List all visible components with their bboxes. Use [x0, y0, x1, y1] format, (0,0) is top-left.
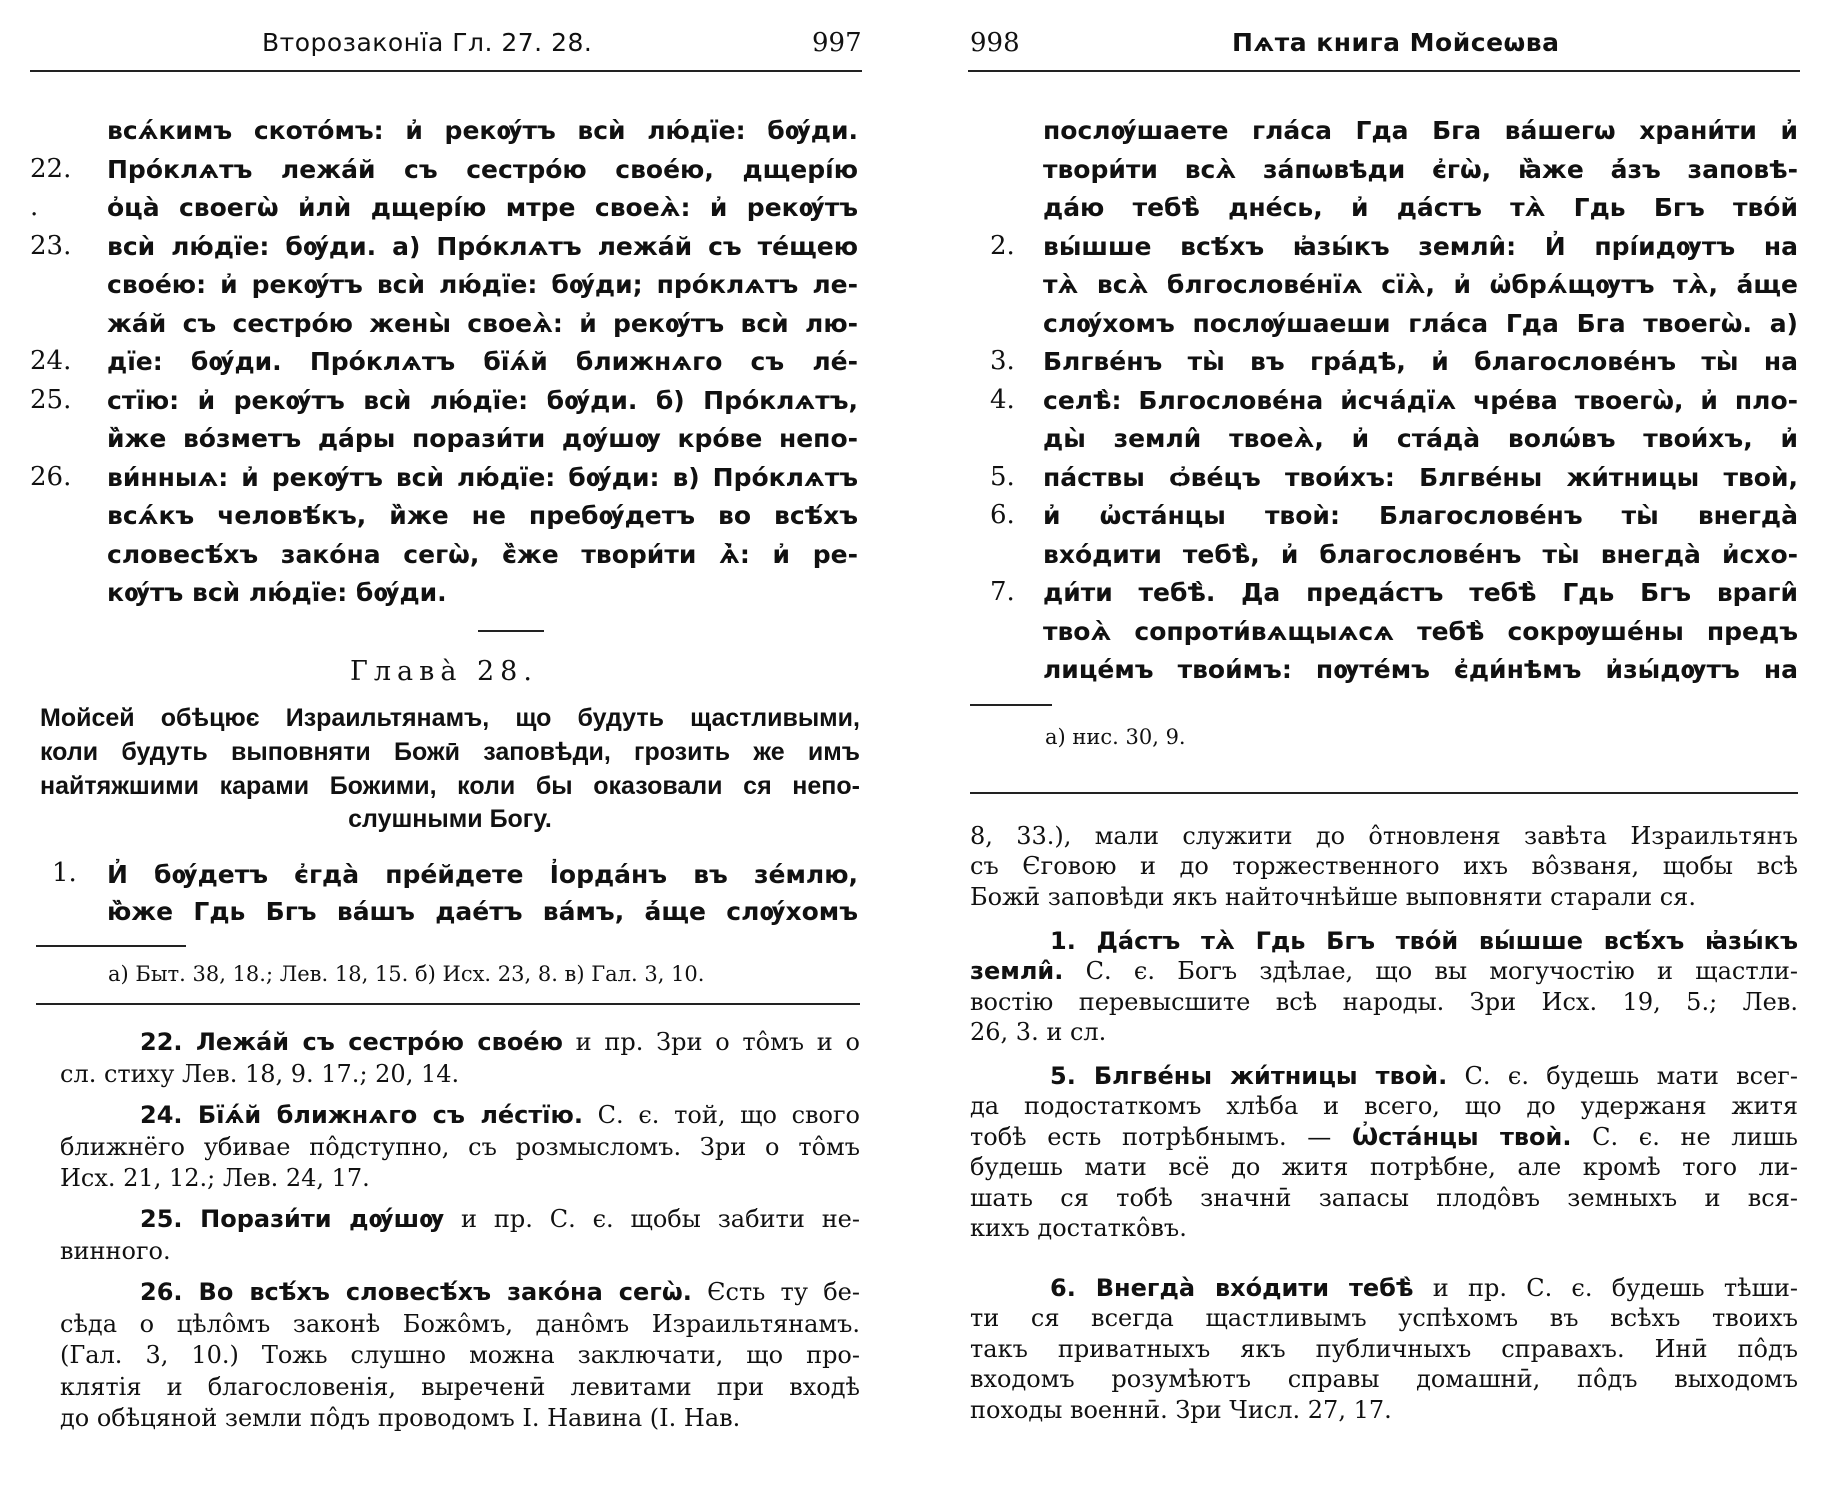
line-text: да́ю тебѣ̀ дне́сь, и҆ да́стъ тѧ̀ Гдь Бгъ тво́й [1043, 193, 1798, 222]
line-text: С. є. не лишь [1571, 1122, 1798, 1151]
text-line [970, 1395, 1798, 1426]
line-text: селѣ̀: Блгослове́на и҆сча́дїѧ чре́ва твоегѡ̀, и҆ пло- [1043, 385, 1798, 415]
text-line [60, 1403, 860, 1435]
bold-lemma: 6. Внегда̀ вхо́дити тебѣ̀ [1050, 1273, 1414, 1302]
text-line [40, 736, 860, 769]
line-text: всѝ лю́дїе: бѹ́ди. а) Про́клѧтъ лежа́й съ те́щею [107, 231, 858, 261]
text-line [60, 1163, 860, 1195]
text-line [970, 1364, 1798, 1395]
line-text: Про́клѧтъ лежа́й съ сестро́ю свое́ю, дщері́ю [107, 154, 858, 184]
line-text: послѹ́шаете гла́са Гда Бга ва́шегѡ храни́ти и҆ [1043, 116, 1798, 145]
footnote: а) нис. 30, 9. [1045, 725, 1186, 749]
line-text: ю҆̏же Гдь Бгъ ва́шъ дае́тъ ва́мъ, а҆́ще слѹ́хомъ [107, 896, 858, 926]
text-line [1043, 151, 1798, 189]
text-line [107, 497, 858, 535]
text-line [970, 1091, 1798, 1122]
text-line [107, 420, 858, 458]
line-text: вы́шше всѣ́хъ ꙗ҆зы́къ земли̂: И҆ прі́идѹтъ на [1043, 231, 1798, 261]
text-line [1043, 613, 1798, 651]
line-text: С. є. той, що свого [583, 1101, 860, 1130]
text-line [970, 851, 1798, 882]
bold-lemma: 24. Бїѧ́й ближнѧго съ ле́стїю. [140, 1101, 583, 1130]
line-text: стїю: и҆ рекѹ́тъ всѝ лю́дїе: бѹ́ди. б) Про́клѧтъ, [107, 385, 858, 415]
line-text: тобѣ есть потрѣбнымъ. — [970, 1122, 1352, 1151]
verse-number: 24. [30, 346, 72, 376]
text-line [970, 1122, 1798, 1153]
text-line [60, 1132, 860, 1164]
text-line [1043, 305, 1798, 343]
line-text: словесѣ́хъ зако́на сегѡ̀, є҆̏же твори́ти ѧ҆̀: и҆ ре- [107, 539, 858, 569]
line-text: вхо́дити тебѣ̀, и҆ благослове́нъ ты̀ внегда̀ и҆схо- [1043, 539, 1798, 569]
line-text: слушными Богу. [348, 804, 552, 833]
line-text: сл. стиху Лев. 18, 9. 17.; 20, 14. [60, 1059, 460, 1088]
line-text: всѧ́къ человѣ́къ, и҆̏же не пребѹ́детъ во всѣ́хъ [107, 501, 858, 530]
footnote-rule [970, 704, 1052, 706]
line-text: походы военнӣ. Зри Числ. 27, 17. [970, 1395, 1392, 1424]
text-line [970, 1213, 1798, 1244]
text-line [107, 189, 858, 227]
line-text: да подостаткомъ хлѣба и всего, що до удержаня житя [970, 1092, 1798, 1121]
text-line [970, 1303, 1798, 1334]
commentary-rule [36, 1003, 860, 1005]
verse-number: . [30, 192, 39, 222]
line-text: ды̀ земли̂ твоеѧ̀, и҆ ста́да̀ волѡ́въ твои́хъ, и҆ [1043, 424, 1798, 453]
line-text: всѧ́кимъ ското́мъ: и҆ рекѹ́тъ всѝ лю́дїе: бѹ́ди. [107, 116, 858, 145]
footnote-rule [36, 945, 186, 947]
text-line [1043, 497, 1798, 535]
text-line [140, 1100, 860, 1132]
header-rule [30, 70, 862, 72]
line-text: и҆̏же во́зметъ да́ры порази́ти дѹ́шѹ кро́ве непо- [107, 424, 858, 453]
line-text: твоѧ̀ сопроти́вѧщыѧсѧ тебѣ̀ сокрѹше́ны предъ [1043, 616, 1798, 646]
left-page-number: 997 [812, 28, 862, 58]
text-line [1043, 382, 1798, 420]
text-line [60, 1059, 860, 1091]
line-text: кѹ́тъ всѝ лю́дїе: бѹ́ди. [107, 578, 447, 607]
text-line [107, 266, 858, 304]
bold-lemma: земли̂. [970, 957, 1064, 986]
text-line [1050, 1273, 1798, 1304]
text-line [60, 1309, 860, 1341]
text-line [140, 1277, 860, 1309]
text-line [970, 1152, 1798, 1183]
line-text: клятія и благословенія, выреченӣ левитами при входѣ [60, 1372, 860, 1401]
text-line [40, 770, 860, 803]
verse-number: 25. [30, 384, 72, 415]
line-text: ди́ти тебѣ̀. Да преда́стъ тебѣ̀ Гдь Бгъ враги̂ [1043, 578, 1798, 607]
text-line [40, 803, 860, 836]
text-line [1043, 651, 1798, 689]
text-line [1043, 112, 1798, 150]
text-line [107, 574, 858, 612]
line-text: тѧ̀ всѧ̀ блгослове́нїѧ сїѧ̀, и҆ ѡ҆брѧ́щѹтъ тѧ̀, а҆́ще [1043, 270, 1798, 299]
text-line [1050, 1061, 1798, 1092]
right-running-head: Пѧта книга Мойсеѡва [1232, 28, 1560, 57]
text-line [107, 382, 858, 420]
text-line [40, 702, 860, 735]
line-text: и пр. С. є. будешь тѣши- [1413, 1273, 1799, 1302]
line-text: ти ся всегда щастливымъ успѣхомъ въ всѣхъ твоихъ [970, 1304, 1798, 1333]
line-text: лице́мъ твои́мъ: пѹте́мъ є҆ди́нѣмъ и҆зы́дѹтъ на [1043, 655, 1798, 684]
text-line [970, 1183, 1798, 1214]
text-line [970, 987, 1798, 1018]
bold-lemma: 26. Во всѣ́хъ словесѣ́хъ зако́на сегѡ̀. [140, 1278, 692, 1307]
line-text: найтяжшими карами Божими, коли бы оказовали ся непо- [40, 771, 860, 800]
line-text: С. є. Богъ здѣлае, що вы могучостію и щастли- [1063, 957, 1798, 986]
line-text: такъ приватныхъ якъ публичныхъ справахъ. Инӣ пôдъ [970, 1334, 1798, 1363]
line-text: съ Єговою и до торжественного ихъ вôзваня, щобы всѣ [970, 852, 1798, 881]
verse-number: 23. [30, 230, 72, 261]
bold-lemma: 5. Блгве́ны жи́тницы твоѝ. [1050, 1061, 1448, 1090]
text-line [1050, 926, 1798, 957]
line-text: и пр. Зри о тôмъ и о [562, 1028, 860, 1057]
text-line [107, 228, 858, 266]
text-line [107, 305, 858, 343]
text-line [107, 856, 858, 893]
line-text: и пр. С. є. щобы забити не- [444, 1205, 860, 1234]
line-text: винного. [60, 1236, 171, 1265]
line-text: до обѣцяной земли пôдъ проводомъ І. Навина (І. Нав. [60, 1404, 741, 1433]
divider [478, 630, 544, 632]
text-line [107, 151, 858, 189]
text-line [140, 1027, 860, 1059]
line-text: И҆ бѹ́детъ є҆гда̀ пре́йдете І҆орда́нъ въ зе́млю, [107, 859, 858, 889]
bold-lemma: 1. Да́стъ тѧ̀ Гдь Бгъ тво́й вы́шше всѣ́хъ ꙗ҆зы́къ [1050, 926, 1798, 955]
header-rule [968, 70, 1800, 72]
line-text: Єсть ту бе- [691, 1278, 860, 1307]
line-text: Мойсей обѣцює Израильтянамъ, що будуть щастливыми, [40, 703, 860, 732]
text-line [1043, 459, 1798, 497]
line-text: твори́ти всѧ̀ за́пѡвѣди є҆гѡ̀, ꙗ҆̏же а҆́зъ заповѣ- [1043, 154, 1798, 184]
text-line [1043, 343, 1798, 381]
line-text: шать ся тобѣ значнӣ запасы плодôвъ земныхъ и вся- [970, 1183, 1798, 1212]
text-line [107, 536, 858, 574]
line-text: Исх. 21, 12.; Лев. 24, 17. [60, 1164, 370, 1193]
line-text: о҆ца̀ своегѡ̀ и҆лѝ дщері́ю мтре своеѧ̀: и҆ рекѹ́тъ [107, 193, 858, 222]
text-line [1043, 189, 1798, 227]
text-line [60, 1236, 860, 1268]
text-line [60, 1340, 860, 1372]
left-running-head: Второзаконїа Гл. 27. 28. [262, 28, 593, 57]
bold-lemma: Ѡ҆ста́нцы твоѝ. [1351, 1122, 1572, 1151]
line-text: дїе: бѹ́ди. Про́клѧтъ бїѧ́й ближнѧго съ ле́- [107, 347, 858, 376]
verse-number: 1. [52, 858, 77, 888]
line-text: Божӣ заповѣди якъ найточнѣйше выповняти старали ся. [970, 882, 1696, 911]
line-text: ви́нныѧ: и҆ рекѹ́тъ всѝ лю́дїе: бѹ́ди: в) Про́клѧтъ [107, 462, 858, 492]
text-line [970, 1017, 1798, 1048]
verse-number: 7. [990, 577, 1015, 607]
text-line [1043, 574, 1798, 612]
line-text: (Гал. 3, 10.) Тожь слушно можна заключати, що про- [60, 1341, 860, 1370]
line-text: востію перевысшите всѣ народы. Зри Исх. 19, 5.; Лев. [970, 987, 1798, 1016]
line-text: коли будуть выповняти Божӣ заповѣди, грозить же имъ [40, 737, 860, 766]
verse-number: 4. [990, 384, 1015, 415]
text-line [970, 882, 1798, 913]
line-text: 8, 33.), мали служити до ôтновленя завѣта Израильтянъ [970, 821, 1798, 850]
text-line [970, 956, 1798, 987]
text-line [107, 343, 858, 381]
commentary-rule [970, 792, 1798, 794]
bold-lemma: 25. Порази́ти дѹ́шѹ [140, 1205, 445, 1234]
text-line [1043, 266, 1798, 304]
line-text: Блгве́нъ ты̀ въ гра́дѣ, и҆ благослове́нъ ты̀ на [1043, 347, 1798, 376]
verse-number: 5. [990, 461, 1015, 492]
text-line [970, 821, 1798, 852]
text-line [107, 893, 858, 930]
text-line [1043, 420, 1798, 458]
line-text: будешь мати всё до житя потрѣбне, але кромѣ того ли- [970, 1153, 1798, 1182]
line-text: жа́й съ сестро́ю жены̀ своеѧ̀: и҆ рекѹ́тъ всѝ лю- [107, 308, 858, 338]
line-text: и҆ ѡ҆ста́нцы твоѝ: Благослове́нъ ты̀ внегда̀ [1043, 501, 1798, 530]
text-line [107, 112, 858, 150]
verse-number: 26. [30, 461, 72, 492]
line-text: входомъ розумѣютъ справы домашнӣ, пôдъ выходомъ [970, 1365, 1798, 1394]
chapter-title: Глава̀ 28. [350, 656, 538, 687]
text-line [60, 1372, 860, 1404]
line-text: сѣда о цѣлôмъ законѣ Божôмъ, данôмъ Израильтянамъ. [60, 1309, 860, 1338]
line-text: свое́ю: и҆ рекѹ́тъ всѝ лю́дїе: бѹ́ди; про́клѧтъ ле- [107, 270, 858, 299]
line-text: па́ствы ѻ҆ве́цъ твои́хъ: Блгве́ны жи́тницы твоѝ, [1043, 462, 1798, 492]
footnote: а) Быт. 38, 18.; Лев. 18, 15. б) Исх. 23, 8. в) Гал. 3, 10. [108, 962, 705, 986]
text-line [107, 459, 858, 497]
text-line [1043, 536, 1798, 574]
line-text: ближнёго убивае пôдступно, съ розмысломъ. Зри о тôмъ [60, 1132, 860, 1161]
line-text: слѹ́хомъ послѹ́шаеши гла́са Гда Бга твоегѡ̀. а) [1043, 308, 1798, 338]
right-page-number: 998 [970, 28, 1020, 58]
text-line [140, 1204, 860, 1236]
bold-lemma: 22. Лежа́й съ сестро́ю свое́ю [140, 1028, 563, 1057]
text-line [1043, 228, 1798, 266]
verse-number: 6. [990, 500, 1015, 530]
line-text: кихъ достаткôвъ. [970, 1214, 1187, 1243]
line-text: 26, 3. и сл. [970, 1018, 1107, 1047]
text-line [970, 1334, 1798, 1365]
verse-number: 22. [30, 153, 72, 184]
verse-number: 2. [990, 230, 1015, 261]
verse-number: 3. [990, 346, 1015, 376]
line-text: С. є. будешь мати всег- [1447, 1061, 1798, 1090]
